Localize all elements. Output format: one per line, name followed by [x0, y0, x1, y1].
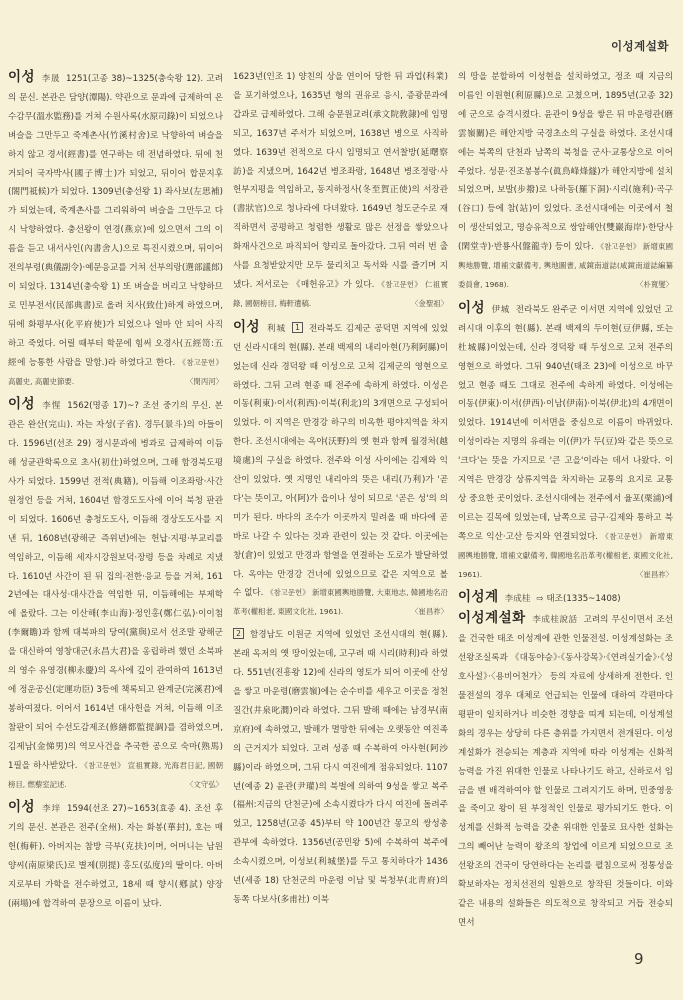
cross-reference-arrow-icon: ⇨: [536, 594, 544, 605]
entry-references: 《참고문헌》 仁祖實錄, 國朝榜目, 梅軒遺稿.: [233, 279, 448, 308]
entry-references: 《참고문헌》 新增東國輿地勝覽, 大東地志, 韓國地名沿革考(權相老, 東國文化社, 1961).: [233, 588, 448, 617]
sense-number-box: 2: [233, 628, 244, 639]
entry-continuation: [458, 68, 673, 295]
entry-author: 〈朴寬燮〉: [636, 279, 673, 289]
entry-body: 전라북도 완주군 이서면 지역에 있었던 고려시대 이후의 현(縣). 본래 백제의 두이현(豆伊縣, 또는 杜城縣)이었는데, 신라 경덕왕 때 두성으로 고쳐 전주의 영현으로 하였다. 그뒤 940년(태조 23)에 이성으로 바꾸었고 현종 때도 그대로 전주에 속하게 하였다. 이성에는 이동(伊東)·이서(伊西)·이남(伊南)·이북(伊北)의 4개면이 있었다. 1914년에 이서면을 중심으로 이름이 바뀌었다. 이성이라는 지명의 유래는 이(伊)가 두(豆)와 같은 뜻으로 '크다'는 뜻을 가지므로 '큰 고을'이라는 데서 나왔다. 이 지역은 만경강 상류지역을 차지하는 교통의 요지로 교통상 중요한 곳이었다. 조선시대에는 전주에서 율포(栗浦)에 이르는 길목에 있었는데, 남쪽으로 금구·김제와 통하고 북쪽으로 익산·고산 등지와 연결되었다.: [458, 304, 673, 542]
entry-references: 《참고문헌》 新增東國輿地勝覽, 增補文獻備考, 韓國地名沿革考(權相老, 東國文化社, 1961).: [458, 531, 673, 579]
entry-lee-seong-1: [8, 68, 223, 391]
entry-hanja: 李晟: [41, 74, 61, 84]
entry-headword: 이성: [458, 299, 486, 316]
entry-body: 의 땅을 분할하여 이성현을 설치하였고, 정조 때 지금의 이름인 이원현(利原縣)으로 고쳤으며, 1895년(고종 32)에 군으로 승격시켰다. 윤관이 9성을 쌓은 뒤 마운령관(磨雲嶺關)은 해안지방 국경초소의 구실을 하였다. 조선시대에는 북쪽의 단천과 남쪽의 북청을 군사·교통상으로 이어주었다. 성문·진조봉봉수(眞鳥峰烽燧)가 해안지방에 설치되었으며, 보발(步撥)로 나하동(羅下洞)·시리(施利)·곡구(谷口) 등에 참(站)이 있었다. 조선시대에는 이곳에서 철이 생산되었고, 명승유적으로 쌍암해안(雙巖海岸)·한당사(閑堂寺)·반룡사(盤龍寺) 등이 있다.: [458, 72, 673, 253]
entry-headword: 이성: [8, 799, 36, 816]
text-columns: [8, 68, 673, 968]
entry-body: 1251(고종 38)~1325(충숙왕 12). 고려의 문신. 본관은 담양(潭陽). 약관으로 문과에 급제하여 온수감무(溫水監務)를 거쳐 수원사록(水原司錄)이 되었으나 벼슬을 그만두고 죽계촌사(竹溪村舍)로 낙향하여 벼슬을 하지 않고 경서(經書)를 연구하는 데 전념하였다. 뒤에 천거되어 국자박사(國子博士)가 되었고, 뒤이어 합문지후(閤門祗候)가 되었다. 1309년(충선왕 1) 좌사보(左思補)가 되었는데, 죽계촌사를 그리워하여 벼슬을 그만두고 다시 낙향하였다. 충선왕이 연경(燕京)에 있으면서 그의 이름을 듣고 내서사인(內書舍人)으로 특진시켰으며, 뒤이어 전의부령(典儀副令)·예문응교를 거쳐 선부의랑(選部議郎)이 되었다. 1314년(충숙왕 1) 또 벼슬을 버리고 낙향하므로 민부전서(民部典書)로 올려 치사(致仕)하게 하였으며, 뒤에 화평부사(化平府使)가 되었으나 얼마 안 되어 사직하고 죽었다. 어릴 때부터 학문에 힘써 오경사(五經笥:五經에 능통한 사람을 말함.)라 하였다고 한다.: [8, 74, 223, 368]
entry-body: 1594(선조 27)~1653(효종 4). 조선 후기의 문신. 본관은 전주(全州). 자는 화봉(華封), 호는 매헌(梅軒). 아버지는 참방 극부(克扶)이며, 어머니는 남원양씨(南原梁氏)로 별제(別提) 홍도(弘度)의 딸이다. 아버지로부터 가학을 전수하였고, 18세 때 향시(鄕試) 양장(兩場)에 합격하여 문장으로 이름이 났다.: [8, 804, 223, 909]
entry-body: 함경남도 이원군 지역에 있었던 조선시대의 현(縣). 본래 옥저의 옛 땅이었는데, 고구려 때 시리(時利)라 하였다. 551년(진흥왕 12)에 신라의 영토가 되어 이곳에 산성을 쌓고 마운령(磨雲嶺)에는 순수비를 세우고 이곳을 정천질간(井泉叱澗)이라 하였다. 그뒤 발해 때에는 남경부(南京府)에 속하였고, 발해가 멸망한 뒤에는 오랫동안 여진족의 근거지가 되었다. 고려 성종 때 수복하여 아사현(阿沙縣)이라 하였으며, 그뒤 다시 여진에게 점유되었다. 1107년(예종 2) 윤관(尹瓘)의 북벌에 의하여 9성을 쌓고 복주(福州:지금의 단천군)에 소속시켰다가 다시 여진에 돌려주었고, 1258년(고종 45)부터 약 100년간 몽고의 쌍성총관부에 속하였다. 1356년(공민왕 5)에 수복하여 복주에 소속시켰으며, 이성보(利城堡)를 두고 통치하다가 1436년(세종 18) 단천군의 마운령 이남 및 북청부(北靑府)의 동쪽 다보사(多甫社) 이북: [233, 630, 448, 905]
entry-lee-seong-iseo: [458, 299, 673, 585]
entry-hanja: 李成桂說話: [531, 615, 578, 626]
entry-body: 전라북도 김제군 공덕면 지역에 있었던 신라시대의 현(縣). 본래 백제의 내리아현(乃利阿縣)이었는데 신라 경덕왕 때 이성으로 고쳐 김제군의 영현으로 하였다. 그뒤 고려 현종 때 전주에 속하게 하였다. 이성은 이동(利東)·이서(利西)·이북(利北)의 3개면으로 구성되어 있었다. 이 지역은 만경강 하구의 비옥한 평야지역을 차지한다. 조선시대에는 옥야(沃野)의 옛 현과 함께 월경처(越境處)의 구실을 하였다. 전주와 이성 사이에는 김제와 익산이 있었다. 옛 지명인 내리아의 뜻은 내리(乃利)가 '곧다'는 뜻이고, 아(阿)가 읍이나 성이 되므로 '곧은 성'의 의미가 된다. 바다의 조수가 이곳까지 밀려올 때 바다에 곧바로 나갈 수 있다는 것과 관련이 있는 것 같다. 이곳에는 창(倉)이 있었고 만경과 함열을 연결하는 도로가 발달하였다. 옥야는 만경강 건너에 있었으므로 같은 지역으로 볼 수 없다.: [233, 323, 448, 599]
entry-hanja: 利城: [266, 323, 286, 334]
entry-body: 고려의 무신이면서 조선을 건국한 태조 이성계에 관한 인물전설. 이성계설화는 조선왕조실록과 《대동야승》·《동사강목》·《연려실기술》·《성호사설》·〈용비어천가〉 등의 자료에 상세하게 전한다. 인물전설의 경우 대체로 언급되는 인물에 대하여 각편마다 평판이 일치하거나 비슷한 경향을 띠게 되는데, 이성계설화의 경우는 상당히 다른 층위를 가지면서 전개된다. 이성계설화가 전승되는 계층과 지역에 따라 이성계는 신화적 능력을 가진 위대한 인물로 나타나기도 하고, 신하로서 임금을 벤 배격하여야 할 인물로 그려지기도 하며, 민중영웅을 죽이고 왕이 된 부정적인 인물로 평가되기도 한다. 이성계를 신화적 능력을 갖춘 위대한 인물로 묘사한 설화는 그의 빼어난 능력이 왕조의 창업에 이르게 되었으므로 조선왕조의 건국이 당연하다는 논리를 펼침으로써 정통성을 확보하자는 정치선전의 일환으로 창작된 것들이다. 이와같은 내용의 설화들은 의도적으로 창작되고 거듭 전승되면서: [458, 615, 673, 928]
entry-author: 〈閔丙河〉: [186, 376, 223, 386]
entry-lee-seong-gye-legend: [458, 609, 673, 932]
entry-references: 《참고문헌》 宣祖實錄, 光海君日記, 國朝榜目, 燃藜室記述.: [8, 760, 224, 789]
entry-headword: 이성: [233, 318, 261, 335]
entry-lee-seong-place-2: [233, 626, 448, 910]
entry-body: 1623년(인조 1) 양친의 상을 연이어 당한 뒤 과업(科業)을 포기하였으나, 1635년 형의 권유로 응시, 증광문과에 갑과로 급제하였다. 그해 승문원교려(承文院敎隷)에 임명되고, 1637년 주서가 되었으며, 1638년 병으로 사직하였다. 1639년 전적으로 다시 임명되고 연서찰방(延曙察訪)을 지냈으며, 1642년 병조좌랑, 1648년 병조정랑·사헌부지평을 역임하고, 동지하정사(冬至賀正使)의 서장관(書狀官)으로 청나라에 다녀왔다. 1649년 청도군수로 재직하면서 공평하고 청렴한 생활로 많은 선정을 쌓았으나 화재사건으로 파직되어 향리로 돌아갔다. 그뒤 여러 번 출사를 요청받았지만 모두 물리치고 독서와 시를 즐기며 지냈다. 저서로는 《매헌유고》가 있다.: [233, 72, 448, 290]
entry-hanja: 李惺: [41, 401, 62, 412]
entry-author: 〈崔昌祚〉: [636, 569, 673, 579]
entry-body: 1562(명종 17)~? 조선 중기의 무신. 본관은 완산(完山). 자는 자성(子省). 경두(景斗)의 아들이다. 1596년(선조 29) 정시문과에 병과로 급제하여 이듬해 성균관학록으로 초사(初仕)하였으며, 그해 함경북도평사가 되었다. 1599년 전적(典籍), 이듬해 이조좌랑·사간원정언 등을 거쳐, 1604년 함경도도사에 이어 북청 판관이 되었다. 1606년 충청도도사, 이듬해 경상도도사를 지낸 뒤, 1608년(광해군 즉위년)에는 헌납·지평·부교리를 역임하고, 이듬해 세자시강원보덕·장령 등을 차례로 지냈다. 1610년 사간이 된 뒤 집의·전한·응교 등을 거쳐, 1612년에는 대사성·대사간을 역임한 뒤, 이듬해에는 부제학에 올랐다. 그는 이산해(李山海)·정인홍(鄭仁弘)·이이첨(李爾瞻)과 함께 대북파의 당여(黨與)로서 선조말 광해군을 대신하여 영창대군(永昌大君)을 옹립하려 했던 소북파의 영수 유영경(柳永慶)의 옥사에 깊이 관여하여 1613년에 정운공신(定運功臣) 3등에 책록되고 완계군(完溪君)에 봉하여졌다. 이어서 1614년 대사헌을 거쳐, 이듬해 이조참판이 되어 수선도감제조(修繕都監提調)를 겸하였으며, 김제남(金悌男)의 역모사건을 추국한 공으로 숙마(熟馬) 1필을 하사받았다.: [8, 401, 223, 771]
sense-number-box: 1: [292, 322, 303, 333]
entry-continuation: [233, 68, 448, 314]
entry-headword: 이성: [8, 69, 36, 85]
entry-headword: 이성계설화: [458, 610, 526, 627]
page-number: 9: [634, 950, 644, 968]
entry-hanja: 伊城: [491, 304, 510, 315]
entry-headword: 이성: [8, 396, 36, 413]
entry-author: 〈崔昌祚〉: [411, 607, 448, 617]
entry-references: 《참고문헌》 高麗史, 高麗史節要.: [8, 357, 224, 386]
entry-lee-seong-place-1: [233, 318, 448, 623]
entry-hanja: 李成桂: [504, 594, 531, 605]
column-right: [458, 68, 673, 968]
entry-lee-seong-gye: [458, 588, 673, 609]
entry-headword: 이성계: [458, 589, 499, 606]
cross-reference-target[interactable]: 태조(1335~1408): [546, 594, 621, 605]
column-middle: [233, 68, 448, 968]
entry-lee-seong-2: [8, 395, 223, 794]
entry-hanja: 李垶: [41, 804, 61, 815]
entry-author: 〈金聖祖〉: [411, 298, 448, 308]
column-left: [8, 68, 223, 968]
entry-author: 〈文守弘〉: [186, 779, 223, 789]
running-header: 이성계설화: [610, 39, 669, 53]
entry-references: 《참고문헌》 新增東國輿地勝覽, 增補文獻備考, 輿地圖書, 咸鏡南道誌(咸鏡南道誌編纂委員會, 1968).: [458, 242, 673, 289]
entry-lee-seong-3: [8, 798, 223, 913]
